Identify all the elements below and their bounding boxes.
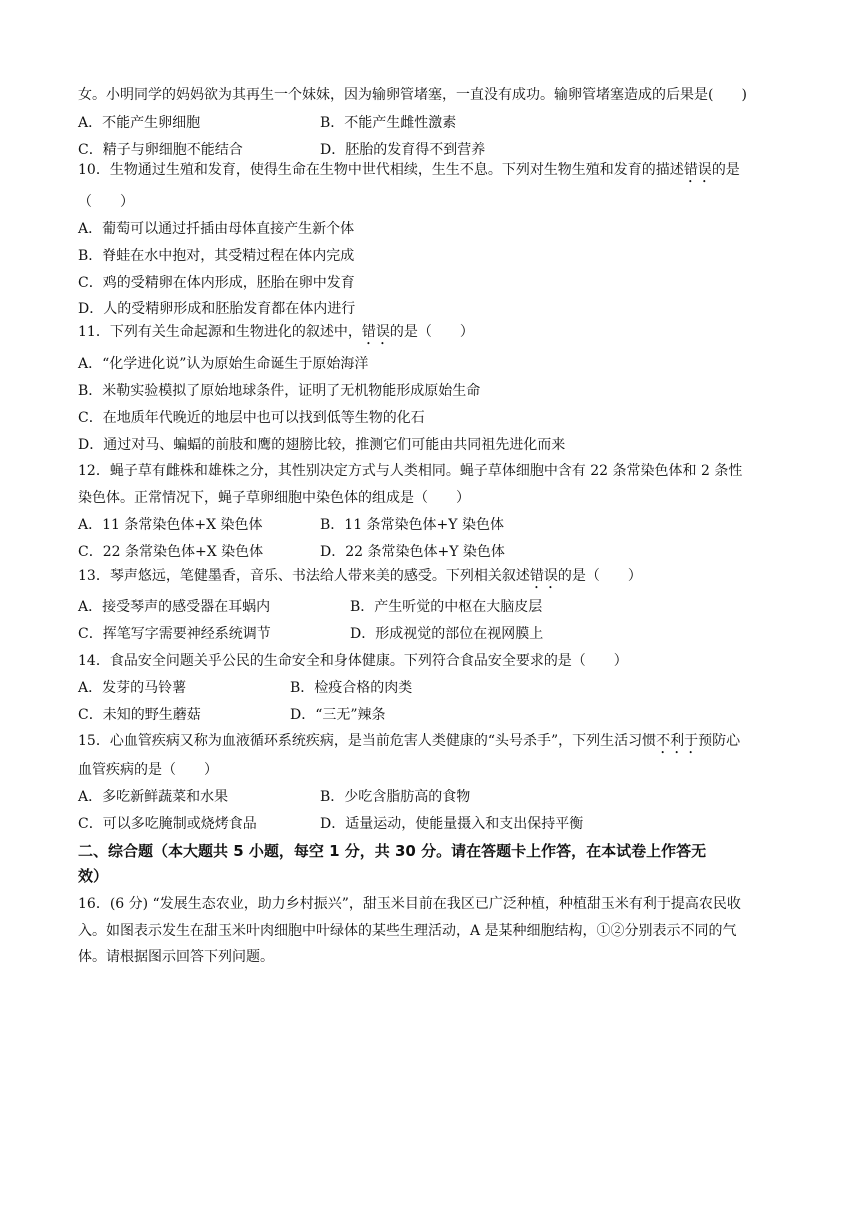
q14-option-b: B．检疫合格的肉类	[290, 680, 413, 696]
q9-option-d: D．胚胎的发育得不到营养	[320, 142, 486, 158]
q10-option-d: D．人的受精卵形成和胚胎发育都在体内进行	[78, 301, 356, 317]
q11-stem-post: 的是（ ）	[389, 324, 474, 340]
q10-stem	[78, 161, 740, 186]
q11-option-a: A．“化学进化说”认为原始生命诞生于原始海洋	[78, 356, 369, 372]
q13-stem-post: 的是（ ）	[557, 568, 642, 584]
q10-option-c: C．鸡的受精卵在体内形成，胚胎在卵中发育	[78, 275, 355, 291]
q13-option-a: A．接受琴声的感受器在耳蜗内	[78, 599, 271, 615]
q9-option-a: A．不能产生卵细胞	[78, 115, 201, 131]
q10-option-a: A．葡萄可以通过扦插由母体直接产生新个体	[78, 221, 355, 237]
q14-option-a: A．发芽的马铃薯	[78, 680, 187, 696]
q10-stem-post: 的是	[711, 162, 740, 178]
q15-stem-pre: 15．心血管疾病又称为血液循环系统疾病，是当前危害人类健康的“头号杀手”，下列生活习惯	[78, 733, 657, 749]
q15-stem-line2: 血管疾病的是（ ）	[78, 762, 218, 778]
q9-stem: 女。小明同学的妈妈欲为其再生一个妹妹，因为输卵管堵塞，一直没有成功。输卵管堵塞造成的后果是( )	[78, 87, 747, 103]
q11-option-b: B．米勒实验模拟了原始地球条件，证明了无机物能形成原始生命	[78, 383, 481, 399]
q15-option-b: B．少吃含脂肪高的食物	[320, 789, 471, 805]
q14-option-c: C．未知的野生蘑菇	[78, 707, 201, 723]
q11-stem-pre: 11．下列有关生命起源和生物进化的叙述中，	[78, 324, 362, 340]
q15-stem-post: 预防心	[698, 733, 741, 749]
q16-stem-line2: 入。如图表示发生在甜玉米叶肉细胞中叶绿体的某些生理活动，A 是某种细胞结构，①②分别表示不同的气	[78, 923, 737, 939]
q12-option-d: D．22 条常染色体+Y 染色体	[320, 544, 505, 560]
q11-emphasis: 错误	[361, 324, 390, 340]
q10-emphasis: 错误	[683, 162, 712, 178]
q13-stem	[78, 567, 642, 592]
q15-option-a: A．多吃新鲜蔬菜和水果	[78, 789, 229, 805]
q15-stem-line1	[78, 732, 740, 757]
q11-stem	[78, 323, 474, 348]
q11-option-d: D．通过对马、蝙蝠的前肢和鹰的翅膀比较，推测它们可能由共同祖先进化而来	[78, 437, 566, 453]
q13-option-b: B．产生听觉的中枢在大脑皮层	[350, 599, 543, 615]
q15-emphasis: 不利于	[656, 733, 699, 749]
q14-option-d: D．“三无”辣条	[290, 707, 386, 723]
q12-stem-line1: 12．蝇子草有雌株和雄株之分，其性别决定方式与人类相同。蝇子草体细胞中含有 22 条常染色体和 2 条性	[78, 463, 743, 479]
q13-option-d: D．形成视觉的部位在视网膜上	[350, 626, 544, 642]
section-heading-line1: 二、综合题（本大题共 5 小题，每空 1 分，共 30 分。请在答题卡上作答，在本试卷上作答无	[78, 842, 707, 860]
q13-stem-pre: 13．琴声悠远，笔健墨香，音乐、书法给人带来美的感受。下列相关叙述	[78, 568, 530, 584]
q16-stem-line3: 体。请根据图示回答下列问题。	[78, 949, 274, 965]
q15-option-d: D．适量运动，使能量摄入和支出保持平衡	[320, 816, 584, 832]
q9-option-c: C．精子与卵细胞不能结合	[78, 142, 243, 158]
q12-stem-line2: 染色体。正常情况下，蝇子草卵细胞中染色体的组成是（ ）	[78, 490, 470, 506]
q13-option-c: C．挥笔写字需要神经系统调节	[78, 626, 271, 642]
q12-option-a: A．11 条常染色体+X 染色体	[78, 517, 263, 533]
q11-option-c: C．在地质年代晚近的地层中也可以找到低等生物的化石	[78, 410, 425, 426]
q9-option-b: B．不能产生雌性激素	[320, 115, 457, 131]
q10-option-b: B．脊蛙在水中抱对，其受精过程在体内完成	[78, 248, 355, 264]
q14-stem: 14．食品安全问题关乎公民的生命安全和身体健康。下列符合食品安全要求的是（ ）	[78, 653, 628, 669]
q12-option-b: B．11 条常染色体+Y 染色体	[320, 517, 504, 533]
q16-stem-line1: 16．(6 分) “发展生态农业，助力乡村振兴”，甜玉米目前在我区已广泛种植，种植甜玉米有利于提高农民收	[78, 896, 741, 912]
q13-emphasis: 错误	[529, 568, 558, 584]
q10-answer-paren: （ ）	[78, 194, 134, 210]
q15-option-c: C．可以多吃腌制或烧烤食品	[78, 816, 257, 832]
q12-option-c: C．22 条常染色体+X 染色体	[78, 544, 264, 560]
q10-stem-pre: 10．生物通过生殖和发育，使得生命在生物中世代相续，生生不息。下列对生物生殖和发育的描述	[78, 162, 684, 178]
section-heading-line2: 效）	[78, 867, 109, 885]
